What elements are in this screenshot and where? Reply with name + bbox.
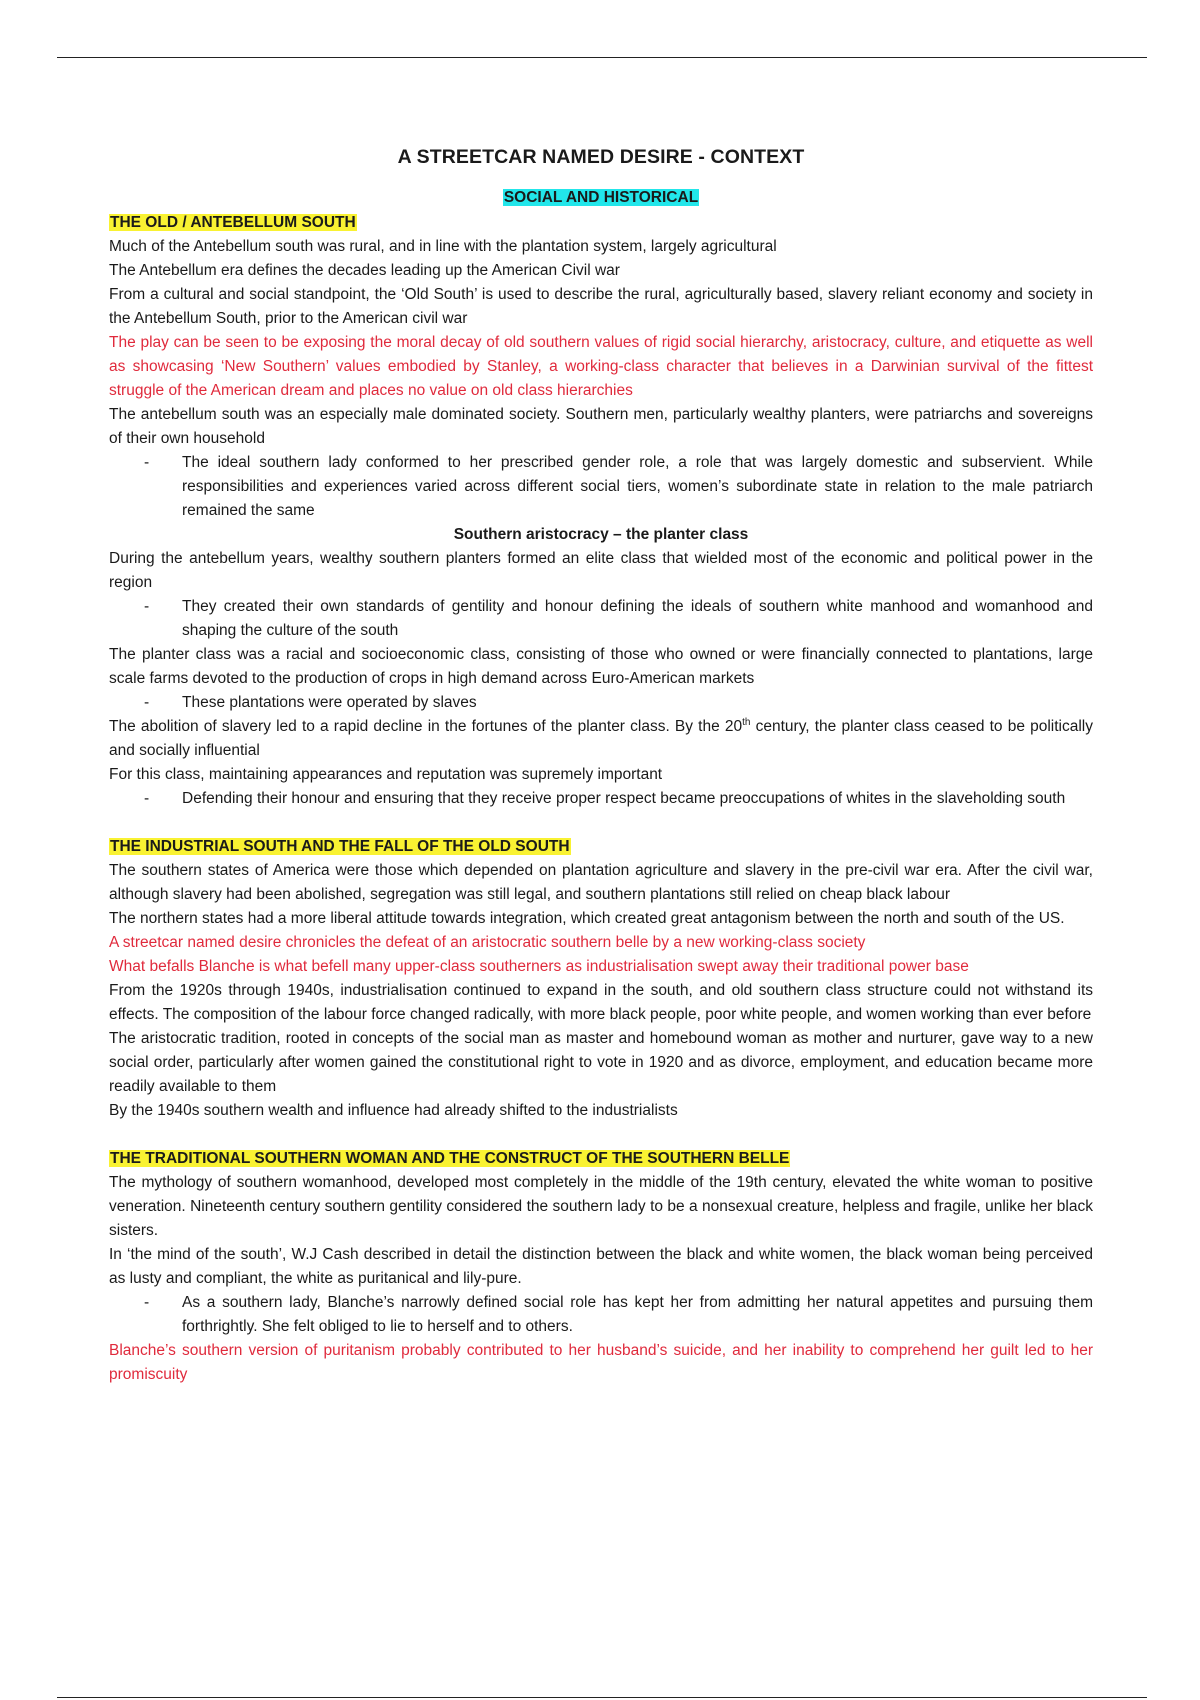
paragraph-part: century, the planter class ceased to be politically and socially influential [109,718,1093,759]
bullet-dash: - [144,1294,150,1311]
heading-old-south: THE OLD / ANTEBELLUM SOUTH [110,214,356,231]
bullet-item [109,1291,1093,1339]
section-label-wrap [109,189,1093,207]
bullet-dash: - [144,694,150,711]
document-body [109,146,1093,1387]
bullet-text: They created their own standards of gentility and honour defining the ideals of southern white manhood and womanhood and shaping the culture of the south [182,598,1093,639]
paragraph [109,715,1093,763]
document-title: A STREETCAR NAMED DESIRE - CONTEXT [397,146,805,168]
paragraph: The planter class was a racial and socioeconomic class, consisting of those who owned or were financially connected to plantations, large scale farms devoted to the production of crops in high demand across Euro-American markets [109,646,1093,687]
paragraph-part: The abolition of slavery led to a rapid decline in the fortunes of the planter class. By the 20 [109,718,743,735]
paragraph: From a cultural and social standpoint, the ‘Old South’ is used to describe the rural, agriculturally based, slavery reliant economy and society in the Antebellum South, prior to the American civil war [109,286,1093,327]
paragraph: The southern states of America were those which depended on plantation agriculture and slavery in the pre-civil war era. After the civil war, although slavery had been abolished, segregation was still legal, and southern plantations still relied on cheap black labour [109,862,1093,903]
superscript: th [742,716,751,728]
paragraph-red: The play can be seen to be exposing the moral decay of old southern values of rigid social hierarchy, aristocracy, culture, and etiquette as well as showcasing ‘New Southern’ values embodied by Stanley, a working-class character that believes in a Darwinian survival of the fittest struggle of the American dream and places no value on old class hierarchies [109,334,1093,399]
bullet-text: As a southern lady, Blanche’s narrowly defined social role has kept her from admitting her natural appetites and pursuing them forthrightly. She felt obliged to lie to herself and to others. [182,1294,1093,1335]
bullet-dash: - [144,454,150,471]
paragraph: By the 1940s southern wealth and influence had already shifted to the industrialists [109,1102,678,1119]
paragraph-red: Blanche’s southern version of puritanism probably contributed to her husband’s suicide, and her inability to comprehend her guilt led to her promiscuity [109,1342,1093,1383]
subheading-planter-class: Southern aristocracy – the planter class [453,526,749,543]
section-label: SOCIAL AND HISTORICAL [503,189,699,206]
bullet-dash: - [144,790,150,807]
top-rule [57,57,1147,58]
bullet-item [109,691,1093,715]
paragraph: The mythology of southern womanhood, developed most completely in the middle of the 19th century, elevated the white woman to positive veneration. Nineteenth century southern gentility considered the southern lady to be a nonsexual creature, helpless and fragile, unlike her black sisters. [109,1174,1093,1239]
paragraph: The antebellum south was an especially male dominated society. Southern men, particularly wealthy planters, were patriarchs and sovereigns of their own household [109,406,1093,447]
bullet-item [109,595,1093,643]
bullet-dash: - [144,598,150,615]
paragraph: In ‘the mind of the south’, W.J Cash described in detail the distinction between the black and white women, the black woman being perceived as lusty and compliant, the white as puritanical and lily-pure. [109,1246,1093,1287]
paragraph: From the 1920s through 1940s, industrialisation continued to expand in the south, and old southern class structure could not withstand its effects. The composition of the labour force changed radically, with more black people, poor white people, and women working than ever before [109,982,1093,1023]
bullet-item [109,451,1093,523]
heading-southern-woman-wrap [109,1147,1093,1171]
paragraph-red: What befalls Blanche is what befell many upper-class southerners as industrialisation swept away their traditional power base [109,958,969,975]
bottom-rule [57,1697,1147,1698]
bullet-text: These plantations were operated by slaves [182,694,477,711]
bullet-text: Defending their honour and ensuring that they receive proper respect became preoccupations of whites in the slaveholding south [182,790,1066,807]
heading-southern-woman: THE TRADITIONAL SOUTHERN WOMAN AND THE CONSTRUCT OF THE SOUTHERN BELLE [110,1150,790,1167]
bullet-item [109,787,1093,811]
paragraph: During the antebellum years, wealthy southern planters formed an elite class that wielded most of the economic and political power in the region [109,550,1093,591]
heading-old-south-wrap [109,211,1093,235]
paragraph: For this class, maintaining appearances and reputation was supremely important [109,766,663,783]
paragraph: The northern states had a more liberal attitude towards integration, which created great antagonism between the north and south of the US. [109,910,1065,927]
heading-industrial-south: THE INDUSTRIAL SOUTH AND THE FALL OF THE OLD SOUTH [110,838,570,855]
paragraph: The Antebellum era defines the decades leading up the American Civil war [109,262,620,279]
spacer [109,1123,1093,1147]
paragraph: The aristocratic tradition, rooted in concepts of the social man as master and homebound woman as mother and nurturer, gave way to a new social order, particularly after women gained the constitutional right to vote in 1920 and as divorce, employment, and education became more readily available to them [109,1030,1093,1095]
heading-industrial-south-wrap [109,835,1093,859]
spacer [109,811,1093,835]
paragraph: Much of the Antebellum south was rural, and in line with the plantation system, largely agricultural [109,238,777,255]
bullet-text: The ideal southern lady conformed to her prescribed gender role, a role that was largely domestic and subservient. While responsibilities and experiences varied across different social tiers, women’s subordinate state in relation to the male patriarch remained the same [182,454,1093,519]
paragraph-red: A streetcar named desire chronicles the defeat of an aristocratic southern belle by a new working-class society [109,934,866,951]
